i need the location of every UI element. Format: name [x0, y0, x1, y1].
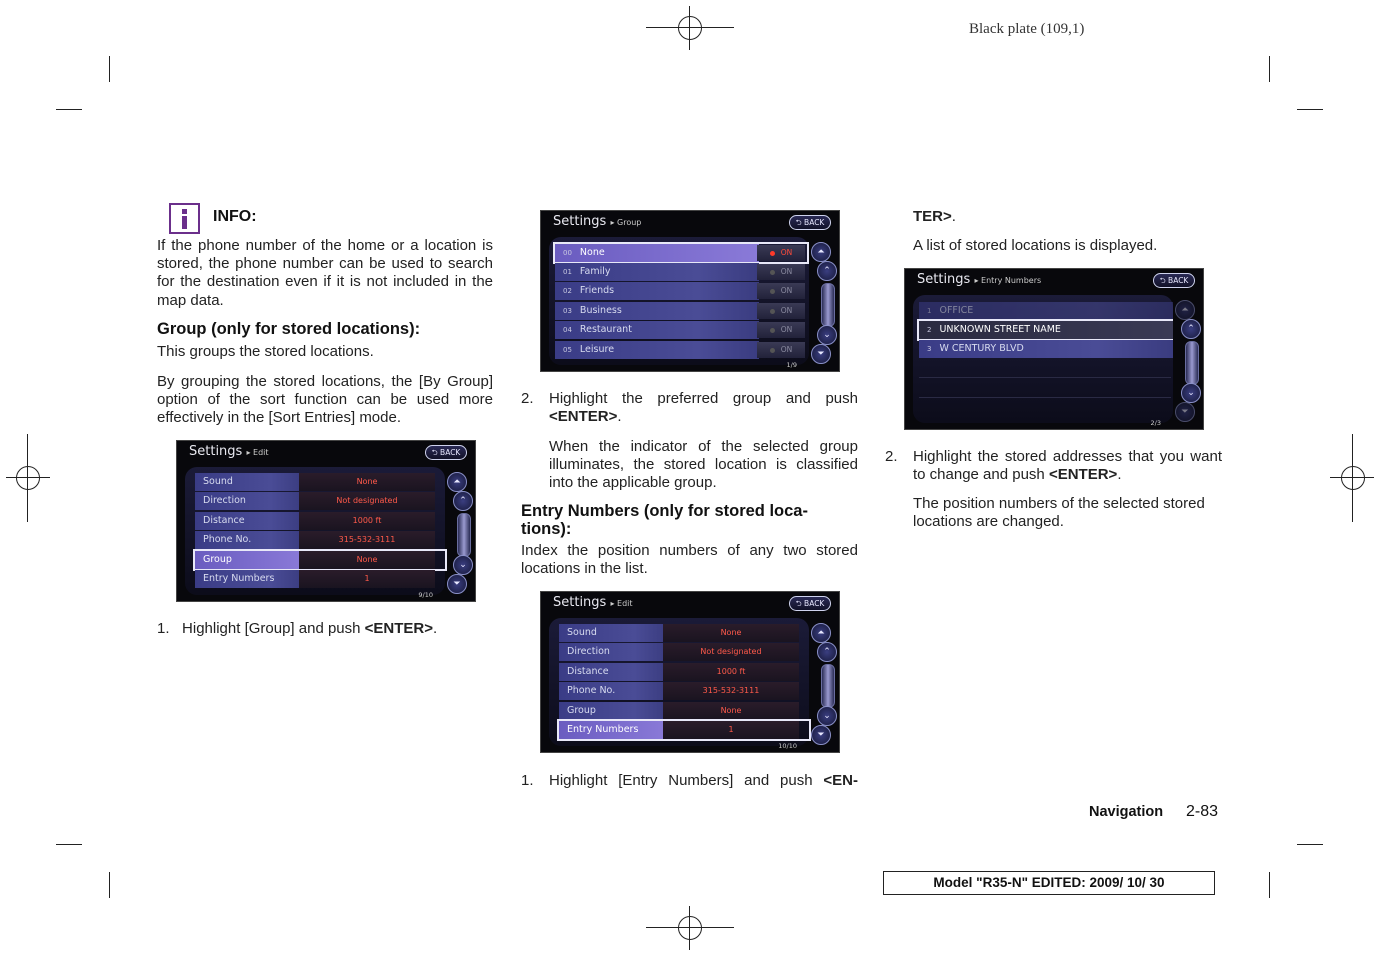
group-row-business[interactable]: 03 Business ON [555, 302, 807, 320]
screen-title: Settings ▸ Group [553, 214, 642, 229]
back-button[interactable]: ⮌ BACK [789, 215, 831, 230]
scrollbar[interactable] [1185, 341, 1199, 385]
scroll-up-icon[interactable]: ⌃ [817, 261, 837, 281]
plate-label: Black plate (109,1) [969, 21, 1085, 37]
page-down-icon[interactable]: ⏷ [1175, 402, 1195, 422]
settings-edit-screen-group [176, 440, 476, 602]
scroll-down-icon[interactable]: ⌄ [453, 555, 473, 575]
settings-group-screen [540, 210, 840, 372]
group-heading: Group (only for stored locations): [157, 320, 421, 338]
scrollbar[interactable] [457, 513, 471, 557]
scroll-up-icon[interactable]: ⌃ [453, 491, 473, 511]
group-row-restaurant[interactable]: 04 Restaurant ON [555, 321, 807, 339]
footer-page-number: 2-83 [1186, 803, 1219, 820]
page-indicator: 1/9 [786, 361, 797, 369]
scrollbar[interactable] [821, 664, 835, 708]
page-up-icon[interactable]: ⏶ [1175, 300, 1195, 320]
col3-step2: 2. Highlight the stored addresses that you want to change and push <ENTER>. [885, 448, 1222, 484]
page-up-icon[interactable]: ⏶ [811, 242, 831, 262]
row-phone[interactable]: Phone No. 315-532-3111 [559, 682, 809, 700]
footer-model-box: Model "R35-N" EDITED: 2009/ 10/ 30 [883, 871, 1215, 895]
scroll-down-icon[interactable]: ⌄ [817, 706, 837, 726]
screen-title: Settings ▸ Edit [553, 595, 633, 610]
settings-edit-screen-entry [540, 591, 840, 753]
row-group[interactable]: Group None [195, 551, 445, 569]
group-row-none[interactable]: 00 None ON [555, 244, 807, 262]
col2-step1: 1. Highlight [Entry Numbers] and push <EN- [521, 772, 858, 789]
page-indicator: 9/10 [418, 591, 433, 599]
scroll-up-icon[interactable]: ⌃ [817, 642, 837, 662]
back-button[interactable]: ⮌ BACK [1153, 273, 1195, 288]
row-distance[interactable]: Distance 1000 ft [195, 512, 445, 530]
entry-heading: Entry Numbers (only for stored loca- tions): [521, 502, 808, 538]
row-phone[interactable]: Phone No. 315-532-3111 [195, 531, 445, 549]
page-indicator: 10/10 [778, 742, 797, 750]
row-sound[interactable]: Sound None [195, 473, 445, 491]
info-label: INFO: [213, 208, 257, 225]
col3-continuation: TER>. [913, 208, 956, 225]
row-group[interactable]: Group None [559, 702, 809, 720]
col3-step2-note: The position numbers of the selected stored locations are changed. [913, 495, 1205, 531]
scroll-up-icon[interactable]: ⌃ [1181, 319, 1201, 339]
row-direction[interactable]: Direction Not designated [195, 492, 445, 510]
col3-intro: A list of stored locations is displayed. [913, 237, 1158, 254]
row-distance[interactable]: Distance 1000 ft [559, 663, 809, 681]
row-entry-numbers[interactable]: Entry Numbers 1 [559, 721, 809, 739]
page-down-icon[interactable]: ⏷ [811, 725, 831, 745]
col1-step1: 1. Highlight [Group] and push <ENTER>. [157, 620, 438, 637]
settings-entry-numbers-screen [904, 268, 1204, 430]
page-indicator: 2/3 [1150, 419, 1161, 427]
info-text: If the phone number of the home or a location is stored, the phone number can be used to search for the destination even if it is not included in the map data. [157, 237, 493, 309]
footer-section: Navigation [1089, 804, 1164, 820]
col2-step2-note: When the indicator of the selected group illuminates, the stored location is classified into the applicable group. [549, 438, 858, 492]
scrollbar[interactable] [821, 283, 835, 327]
row-direction[interactable]: Direction Not designated [559, 643, 809, 661]
entry-row-3[interactable]: 3 W CENTURY BLVD [919, 340, 1171, 358]
page-up-icon[interactable]: ⏶ [447, 472, 467, 492]
group-row-friends[interactable]: 02 Friends ON [555, 282, 807, 300]
screen-title: Settings ▸ Edit [189, 444, 269, 459]
group-row-family[interactable]: 01 Family ON [555, 263, 807, 281]
page-up-icon[interactable]: ⏶ [811, 623, 831, 643]
group-intro: This groups the stored locations. [157, 343, 374, 360]
back-button[interactable]: ⮌ BACK [789, 596, 831, 611]
scroll-down-icon[interactable]: ⌄ [1181, 383, 1201, 403]
screen-title: Settings ▸ Entry Numbers [917, 272, 1042, 287]
entry-row-1[interactable]: 1 OFFICE [919, 302, 1171, 320]
col2-step2: 2. Highlight the preferred group and push <ENTER>. [521, 390, 858, 426]
back-button[interactable]: ⮌ BACK [425, 445, 467, 460]
entry-intro: Index the position numbers of any two stored locations in the list. [521, 542, 858, 578]
entry-row-2[interactable]: 2 UNKNOWN STREET NAME [919, 321, 1171, 339]
scroll-down-icon[interactable]: ⌄ [817, 325, 837, 345]
row-sound[interactable]: Sound None [559, 624, 809, 642]
page-down-icon[interactable]: ⏷ [811, 344, 831, 364]
group-description: By grouping the stored locations, the [By Group] option of the sort function can be used more effectively in the [Sort Entries] mode. [157, 373, 493, 427]
info-icon [169, 203, 200, 234]
page-down-icon[interactable]: ⏷ [447, 574, 467, 594]
row-entry-numbers[interactable]: Entry Numbers 1 [195, 570, 445, 588]
group-row-leisure[interactable]: 05 Leisure ON [555, 341, 807, 359]
